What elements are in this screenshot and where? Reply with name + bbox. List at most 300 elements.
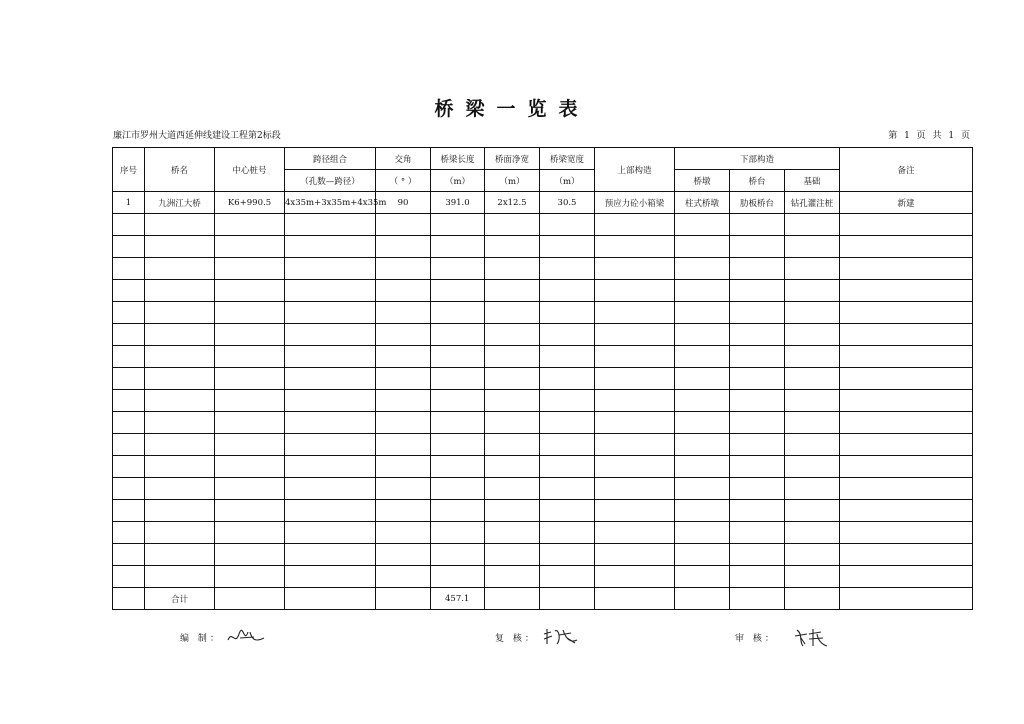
cell-empty [431,258,485,280]
table-row [113,302,973,324]
table-row [113,368,973,390]
cell-empty [840,478,973,500]
cell-empty [376,566,431,588]
cell-empty [145,346,215,368]
cell-empty [485,302,540,324]
cell-empty [285,412,376,434]
cell-empty [785,566,840,588]
cell-empty [840,236,973,258]
cell-empty [730,500,785,522]
cell-empty [145,368,215,390]
cell-empty [215,236,285,258]
cell-empty [785,588,840,610]
cell-empty [113,588,145,610]
cell-empty [730,368,785,390]
header-abutment: 桥台 [730,170,785,192]
cell-empty [730,412,785,434]
cell-empty [113,412,145,434]
cell-empty [675,478,730,500]
cell-superstructure: 预应力砼小箱梁 [595,192,675,214]
table-row [113,544,973,566]
cell-empty [785,500,840,522]
page-number: 第 1 页 共 1 页 [888,131,970,141]
cell-empty [113,566,145,588]
cell-empty [730,566,785,588]
page-title: 桥梁一览表 [434,98,590,120]
cell-empty [675,412,730,434]
cell-empty [840,390,973,412]
header-station: 中心桩号 [215,148,285,192]
cell-empty [595,280,675,302]
cell-empty [675,566,730,588]
cell-empty [840,214,973,236]
cell-empty [145,456,215,478]
approved-by [735,626,833,648]
cell-empty [113,390,145,412]
cell-empty [145,258,215,280]
cell-empty [376,456,431,478]
cell-empty [540,544,595,566]
cell-foundation: 钻孔灌注桩 [785,192,840,214]
cell-empty [215,544,285,566]
cell-total-width: 30.5 [540,192,595,214]
cell-empty [285,500,376,522]
cell-empty [431,324,485,346]
cell-empty [215,456,285,478]
total-row [113,588,973,610]
cell-empty [376,214,431,236]
header-total-width: 桥梁宽度 [540,148,595,170]
cell-empty [376,434,431,456]
header-row-1 [113,148,973,170]
cell-empty [840,522,973,544]
cell-empty [215,324,285,346]
cell-empty [285,456,376,478]
cell-empty [376,324,431,346]
table-row [113,412,973,434]
header-foundation: 基础 [785,170,840,192]
cell-empty [485,434,540,456]
cell-empty [145,280,215,302]
table-row [113,236,973,258]
cell-empty [840,566,973,588]
cell-empty [540,522,595,544]
reviewed-signature [541,626,581,648]
cell-empty [145,214,215,236]
header-clear-width-unit: （m） [485,170,540,192]
cell-empty [785,478,840,500]
cell-empty [285,522,376,544]
cell-empty [485,500,540,522]
cell-empty [840,324,973,346]
cell-empty [376,544,431,566]
table-row [113,566,973,588]
cell-empty [113,302,145,324]
cell-empty [431,280,485,302]
cell-empty [145,566,215,588]
cell-length: 391.0 [431,192,485,214]
cell-empty [113,236,145,258]
cell-empty [113,522,145,544]
approved-label: 审 核： [735,633,777,644]
header-length-unit: （m） [431,170,485,192]
bridge-table [112,147,973,610]
header-remarks: 备注 [840,148,973,192]
cell-empty [595,412,675,434]
cell-empty [595,324,675,346]
cell-empty [785,390,840,412]
cell-empty [540,478,595,500]
header-span-combo: 跨径组合 [285,148,376,170]
cell-empty [431,390,485,412]
header-span-combo-unit: （孔数—跨径） [285,170,376,192]
cell-empty [431,236,485,258]
cell-empty [285,588,376,610]
cell-empty [431,412,485,434]
cell-empty [840,302,973,324]
cell-empty [730,434,785,456]
cell-empty [431,456,485,478]
cell-empty [675,544,730,566]
cell-empty [285,214,376,236]
table-row [113,456,973,478]
table-row [113,500,973,522]
cell-empty [595,478,675,500]
cell-empty [145,302,215,324]
cell-pier: 柱式桥墩 [675,192,730,214]
cell-empty [145,544,215,566]
header-seq: 序号 [113,148,145,192]
cell-empty [215,280,285,302]
cell-empty [730,236,785,258]
cell-empty [840,346,973,368]
cell-empty [675,522,730,544]
cell-empty [595,214,675,236]
cell-empty [485,346,540,368]
cell-empty [145,390,215,412]
cell-empty [840,412,973,434]
cell-empty [540,236,595,258]
cell-empty [675,280,730,302]
cell-empty [785,280,840,302]
table-row [113,258,973,280]
cell-empty [285,434,376,456]
cell-empty [113,434,145,456]
cell-empty [840,368,973,390]
cell-empty [675,346,730,368]
header-name: 桥名 [145,148,215,192]
cell-empty [540,346,595,368]
cell-empty [215,500,285,522]
cell-empty [376,258,431,280]
cell-empty [485,456,540,478]
cell-empty [145,478,215,500]
cell-empty [485,412,540,434]
cell-empty [730,346,785,368]
table-row [113,522,973,544]
cell-empty [285,302,376,324]
cell-empty [285,258,376,280]
cell-empty [376,478,431,500]
cell-empty [730,302,785,324]
cell-empty [145,522,215,544]
cell-empty [431,544,485,566]
cell-empty [675,390,730,412]
cell-empty [431,478,485,500]
cell-empty [145,434,215,456]
cell-empty [376,368,431,390]
cell-empty [785,346,840,368]
cell-empty [730,324,785,346]
cell-empty [485,280,540,302]
cell-empty [376,412,431,434]
total-label: 合计 [145,588,215,610]
cell-name: 九洲江大桥 [145,192,215,214]
cell-empty [675,214,730,236]
cell-empty [285,566,376,588]
cell-empty [785,456,840,478]
cell-empty [840,280,973,302]
header-superstructure: 上部构造 [595,148,675,192]
cell-empty [730,522,785,544]
cell-empty [485,522,540,544]
cell-empty [431,368,485,390]
table-row [113,478,973,500]
cell-empty [285,280,376,302]
cell-empty [113,368,145,390]
cell-empty [730,478,785,500]
cell-empty [485,236,540,258]
header-angle-unit: （ ° ） [376,170,431,192]
cell-empty [431,346,485,368]
cell-empty [431,566,485,588]
cell-empty [785,302,840,324]
header-angle: 交角 [376,148,431,170]
cell-empty [485,258,540,280]
header-clear-width: 桥面净宽 [485,148,540,170]
cell-empty [376,500,431,522]
cell-empty [730,544,785,566]
cell-empty [595,368,675,390]
cell-empty [675,258,730,280]
cell-empty [540,324,595,346]
cell-empty [215,588,285,610]
cell-empty [785,368,840,390]
cell-empty [840,456,973,478]
cell-empty [285,236,376,258]
cell-empty [113,214,145,236]
cell-empty [785,522,840,544]
reviewed-label: 复 核： [495,633,537,644]
cell-angle: 90 [376,192,431,214]
cell-empty [113,500,145,522]
cell-empty [285,544,376,566]
table-row [113,280,973,302]
cell-empty [285,324,376,346]
header-pier: 桥墩 [675,170,730,192]
cell-station: K6+990.5 [215,192,285,214]
cell-empty [595,258,675,280]
compiled-by [180,626,266,648]
cell-empty [485,544,540,566]
cell-empty [540,302,595,324]
signature-row [0,618,1024,648]
cell-empty [595,236,675,258]
cell-empty [595,588,675,610]
cell-empty [540,280,595,302]
table-row [113,346,973,368]
cell-empty [595,456,675,478]
cell-empty [785,236,840,258]
cell-empty [376,522,431,544]
table-row [113,324,973,346]
cell-empty [285,390,376,412]
cell-empty [675,368,730,390]
cell-empty [215,214,285,236]
cell-empty [376,236,431,258]
cell-empty [595,434,675,456]
cell-empty [376,588,431,610]
cell-empty [840,588,973,610]
cell-empty [595,500,675,522]
cell-empty [730,588,785,610]
cell-empty [376,302,431,324]
cell-empty [730,456,785,478]
cell-empty [595,522,675,544]
cell-empty [376,390,431,412]
cell-empty [785,434,840,456]
cell-span-combo: 4x35m+3x35m+4x35m [285,192,376,214]
cell-empty [215,302,285,324]
cell-empty [113,346,145,368]
cell-empty [595,302,675,324]
cell-empty [785,258,840,280]
cell-empty [540,412,595,434]
cell-empty [113,478,145,500]
cell-empty [145,500,215,522]
table-row [113,434,973,456]
cell-empty [840,434,973,456]
cell-empty [785,214,840,236]
cell-empty [215,346,285,368]
cell-empty [485,588,540,610]
cell-empty [145,324,215,346]
cell-empty [431,434,485,456]
cell-empty [215,566,285,588]
header-substructure: 下部构造 [675,148,840,170]
cell-empty [376,280,431,302]
cell-empty [595,390,675,412]
cell-empty [485,478,540,500]
cell-empty [595,566,675,588]
compiled-signature [226,626,266,648]
cell-empty [595,544,675,566]
cell-empty [113,258,145,280]
cell-seq: 1 [113,192,145,214]
cell-empty [840,258,973,280]
cell-empty [113,544,145,566]
cell-empty [215,434,285,456]
cell-empty [485,566,540,588]
cell-empty [215,368,285,390]
header-length: 桥梁长度 [431,148,485,170]
cell-empty [540,390,595,412]
cell-empty [540,500,595,522]
cell-empty [285,478,376,500]
cell-empty [540,258,595,280]
cell-empty [215,258,285,280]
cell-empty [485,214,540,236]
cell-empty [675,434,730,456]
cell-empty [215,522,285,544]
table-row [113,192,973,214]
project-name: 廉江市罗州大道西延伸线建设工程第2标段 [113,131,281,141]
cell-empty [540,368,595,390]
approved-signature [793,626,833,648]
cell-empty [431,302,485,324]
cell-remarks: 新建 [840,192,973,214]
cell-empty [595,346,675,368]
cell-empty [540,214,595,236]
cell-empty [540,588,595,610]
cell-empty [675,236,730,258]
cell-clear-width: 2x12.5 [485,192,540,214]
cell-empty [785,412,840,434]
cell-empty [145,236,215,258]
cell-empty [730,214,785,236]
header-total-width-unit: （m） [540,170,595,192]
cell-empty [675,324,730,346]
cell-empty [285,368,376,390]
cell-empty [840,500,973,522]
cell-empty [431,500,485,522]
cell-empty [540,434,595,456]
cell-empty [485,390,540,412]
cell-empty [376,346,431,368]
cell-empty [540,566,595,588]
cell-empty [730,258,785,280]
cell-empty [285,346,376,368]
cell-empty [431,522,485,544]
cell-empty [785,544,840,566]
cell-empty [215,412,285,434]
cell-empty [730,390,785,412]
cell-empty [540,456,595,478]
cell-empty [675,588,730,610]
total-length: 457.1 [431,588,485,610]
reviewed-by [495,626,581,648]
cell-empty [215,478,285,500]
cell-empty [730,280,785,302]
cell-empty [113,456,145,478]
cell-abutment: 肋板桥台 [730,192,785,214]
cell-empty [113,324,145,346]
cell-empty [145,412,215,434]
cell-empty [785,324,840,346]
compiled-label: 编 制： [180,633,222,644]
table-row [113,214,973,236]
table-row [113,390,973,412]
cell-empty [431,214,485,236]
cell-empty [675,500,730,522]
cell-empty [675,302,730,324]
cell-empty [215,390,285,412]
cell-empty [485,324,540,346]
cell-empty [840,544,973,566]
cell-empty [485,368,540,390]
cell-empty [113,280,145,302]
cell-empty [675,456,730,478]
